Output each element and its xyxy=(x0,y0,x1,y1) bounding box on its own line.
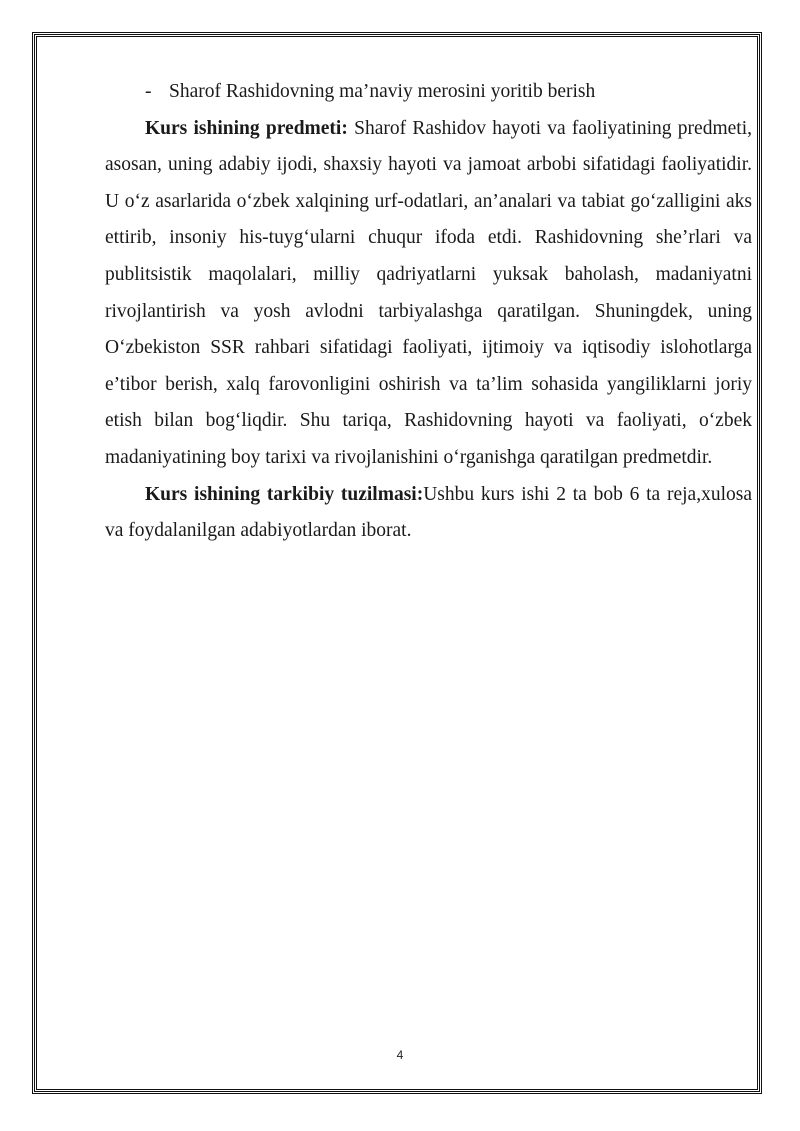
page-number: 4 xyxy=(396,1048,404,1062)
document-body xyxy=(105,74,752,550)
paragraph-heading-structure: Kurs ishining tarkibiy tuzilmasi: xyxy=(145,483,424,505)
paragraph-heading-subject: Kurs ishining predmeti: xyxy=(145,117,348,139)
paragraph-course-subject xyxy=(105,111,752,477)
bullet-item xyxy=(105,74,752,111)
bullet-text: Sharof Rashidovning ma’naviy merosini yoritib berish xyxy=(169,81,596,102)
paragraph-body-subject: Sharof Rashidov hayoti va faoliyatining predmeti, asosan, uning adabiy ijodi, shaxsiy hayoti va jamoat arbobi sifatidagi faoliyatidir. U o‘z asarlarida o‘zbek xalqining urf-odatlari, an’analari va tabiat go‘zalligini aks ettirib, insoniy his-tuyg‘ularni chuqur ifoda etdi. Rashidovning she’rlari va publitsistik maqolalari, milliy qadriyatlarni yuksak baholash, madaniyatni rivojlantirish va yosh avlodni tarbiyalashga qaratilgan. Shuningdek, uning O‘zbekiston SSR rahbari sifatidagi faoliyati, ijtimoiy va iqtisodiy islohotlarga e’tibor berish, xalq farovonligini oshirish va ta’lim sohasida yangiliklarni joriy etish bilan bog‘liqdir. Shu tariqa, Rashidovning hayoti va faoliyati, o‘zbek madaniyatining boy tarixi va rivojlanishini o‘rganishga qaratilgan predmetdir. xyxy=(105,117,752,468)
paragraph-course-structure xyxy=(105,477,752,550)
bullet-dash: - xyxy=(145,81,152,102)
paragraph-body-structure: Ushbu kurs ishi 2 ta bob 6 ta reja,xulosa va foydalanilgan adabiyotlardan iborat. xyxy=(105,483,752,542)
